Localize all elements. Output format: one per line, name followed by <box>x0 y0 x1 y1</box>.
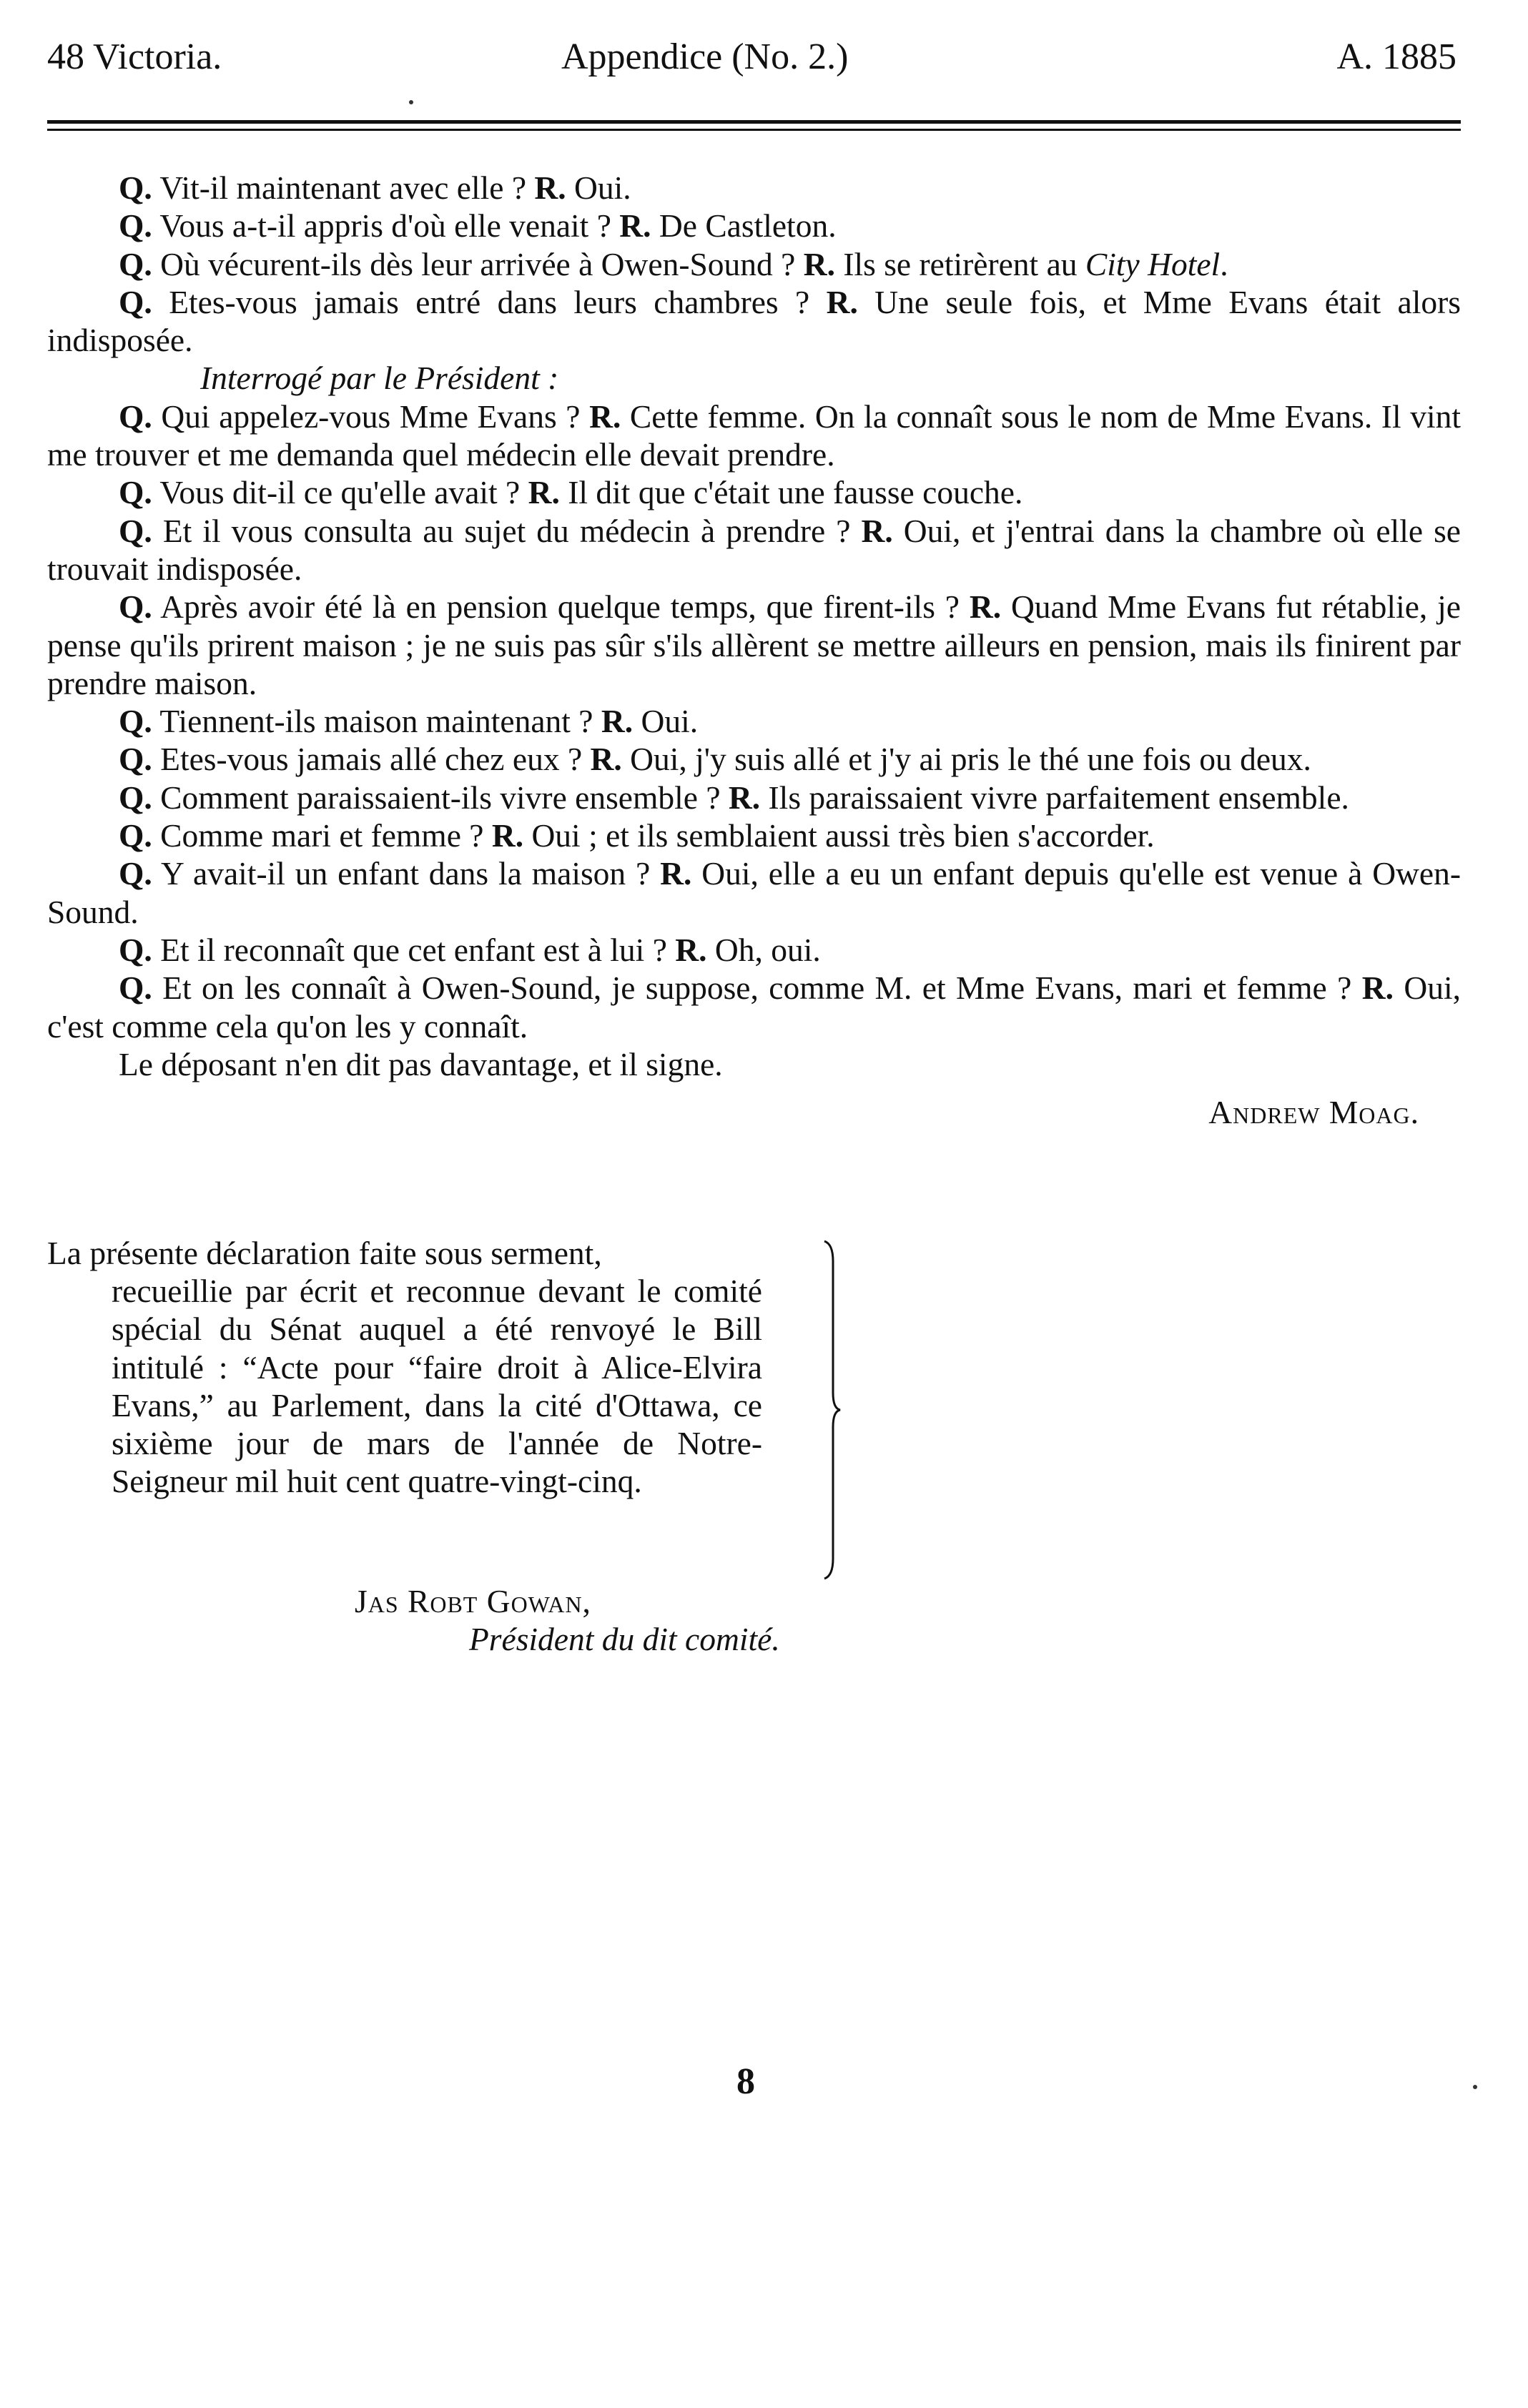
deposition-body <box>47 169 1461 1131</box>
qa-item: Q. Et il vous consulta au sujet du médecin à prendre ? R. Oui, et j'entrai dans la chambre où elle se trouvait indisposée. <box>47 512 1461 587</box>
page-number: 8 <box>736 2061 755 2102</box>
jurat-body: recueillie par écrit et reconnue devant le comité spécial du Sénat auquel a été renvoyé le Bill intitulé : “Acte pour “faire droit à Alice-Elvira Evans,” au Parlement, dans la cité d'Ottawa, ce sixième jour de mars de l'année de Notre-Seigneur mil huit cent quatre-vingt-cinq. <box>112 1273 762 1500</box>
qa-item: Q. Où vécurent-ils dès leur arrivée à Owen-Sound ? R. Ils se retirèrent au City Hotel. <box>119 245 1228 282</box>
qa-item: Q. Etes-vous jamais entré dans leurs chambres ? R. Une seule fois, et Mme Evans était alors indisposée. <box>47 283 1461 359</box>
deponent-signature: Andrew Moag. <box>1208 1094 1419 1131</box>
qa-item: Q. Etes-vous jamais allé chez eux ? R. Oui, j'y suis allé et j'y ai pris le thé une fois ou deux. <box>119 741 1311 778</box>
header-rule-thin <box>47 129 1461 131</box>
closing-statement: Le déposant n'en dit pas davantage, et il signe. <box>119 1045 723 1082</box>
running-head-center: Appendice (No. 2.) <box>561 36 849 77</box>
header-rule-thick <box>47 120 1461 124</box>
jurat-text <box>47 1234 762 1500</box>
qa-item: Q. Et il reconnaît que cet enfant est à lui ? R. Oh, oui. <box>119 931 821 968</box>
running-head-left: 48 Victoria. <box>47 36 222 77</box>
qa-item: Q. Y avait-il un enfant dans la maison ? R. Oui, elle a eu un enfant depuis qu'elle est venue à Owen-Sound. <box>47 855 1462 930</box>
qa-item: Q. Comme mari et femme ? R. Oui ; et ils semblaient aussi très bien s'accorder. <box>119 817 1155 854</box>
qa-item: Q. Vit-il maintenant avec elle ? R. Oui. <box>119 169 631 206</box>
qa-item: Q. Qui appelez-vous Mme Evans ? R. Cette femme. On la connaît sous le nom de Mme Evans. Il vint me trouver et me demanda quel médecin elle devait prendre. <box>47 398 1461 473</box>
print-speck <box>409 100 413 104</box>
jurat-block <box>47 1234 877 1500</box>
presiding-officer-title: Président du dit comité. <box>469 1621 780 1657</box>
qa-item: Q. Et on les connaît à Owen-Sound, je suppose, comme M. et Mme Evans, mari et femme ? R. Oui, c'est comme cela qu'on les y connaît. <box>47 969 1462 1045</box>
right-brace-icon <box>823 1240 842 1580</box>
qa-item: Q. Comment paraissaient-ils vivre ensemble ? R. Ils paraissaient vivre parfaitement ensemble. <box>119 779 1349 816</box>
qa-item: Q. Après avoir été là en pension quelque temps, que firent-ils ? R. Quand Mme Evans fut rétablie, je pense qu'ils prirent maison ; je ne suis pas sûr s'ils allèrent se mettre ailleurs en pension, mais ils finirent par prendre maison. <box>47 588 1461 701</box>
presiding-officer-name: Jas Robt Gowan, <box>355 1583 591 1619</box>
qa-item: Q. Vous dit-il ce qu'elle avait ? R. Il dit que c'était une fausse couche. <box>119 474 1023 511</box>
qa-item: Q. Tiennent-ils maison maintenant ? R. Oui. <box>119 703 699 740</box>
running-head-right: A. 1885 <box>1336 36 1456 77</box>
qa-item: Q. Vous a-t-il appris d'où elle venait ? R. De Castleton. <box>119 207 837 245</box>
section-subheading: Interrogé par le Président : <box>200 360 559 397</box>
print-speck <box>1473 2085 1477 2089</box>
jurat-first-line: La présente déclaration faite sous serment, <box>47 1235 602 1271</box>
